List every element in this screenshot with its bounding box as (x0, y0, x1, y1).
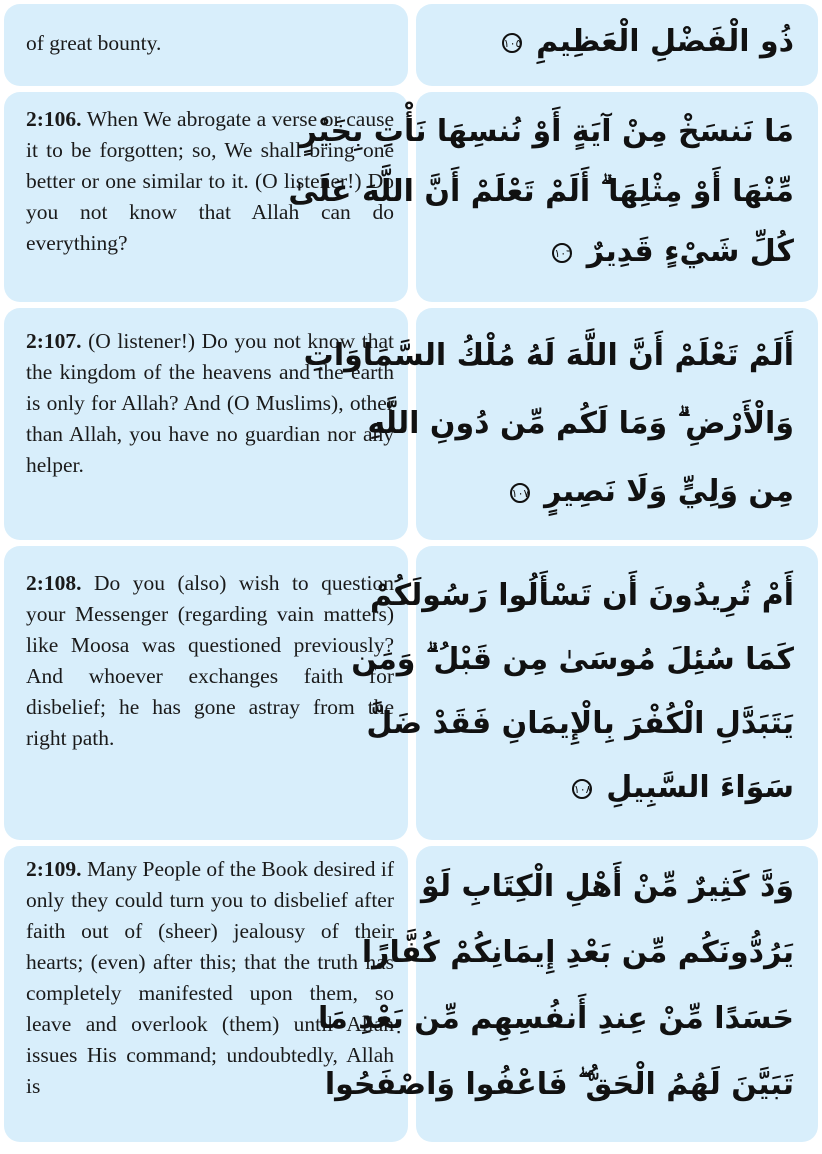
arabic-card-0 (416, 4, 818, 86)
arabic-line: يَتَبَدَّلِ الْكُفْرَ بِالْإِيمَانِ فَقَدْ ضَلَّ (366, 706, 794, 741)
arabic-line: تَبَيَّنَ لَهُمُ الْحَقُّ ۖ فَاعْفُوا وَاصْفَحُوا (324, 1067, 794, 1102)
english-translation: Do you (also) wish to question your Messenger (regarding vain matters) like Moosa was questioned previously? And whoever exchanges faith for disbelief; he has gone astray from the right path. (26, 571, 394, 750)
arabic-line: ذُو الْفَضْلِ الْعَظِيمِ ١٠٥ (503, 24, 794, 59)
english-translation: When We abrogate a verse or cause it to be forgotten; so, We shall bring one better or one similar to it. (O listener!) Do you not know that Allah can do everything? (26, 107, 394, 255)
arabic-card-107 (303, 308, 818, 540)
ayah-number-marker: ١٠٦ (552, 243, 572, 263)
arabic-line: أَمْ تُرِيدُونَ أَن تَسْأَلُوا رَسُولَكُمْ (370, 578, 794, 613)
arabic-line: كَمَا سُئِلَ مُوسَىٰ مِن قَبْلُ ۗ وَمَن (351, 642, 794, 677)
arabic-text (351, 546, 818, 830)
ayah-number-marker: ١٠٥ (502, 33, 522, 53)
arabic-text (317, 846, 818, 1128)
ayah-number-marker: ١٠٨ (572, 779, 592, 799)
arabic-line: مِن وَلِيٍّ وَلَا نَصِيرٍ ١٠٧ (511, 474, 794, 509)
english-translation: of great bounty. (26, 31, 162, 55)
ayah-number-marker: ١٠٧ (510, 483, 530, 503)
english-translation: Many People of the Book desired if only they could turn you to disbelief after faith out of (sheer) jealousy of their hearts; (even) after this; that the truth has completely manifested upon them, so leave and overlook (them) until Allah issues His command; undoubtedly, Allah is (26, 857, 394, 1098)
arabic-card-109 (317, 846, 818, 1142)
arabic-line: أَلَمْ تَعْلَمْ أَنَّ اللَّهَ لَهُ مُلْكُ السَّمَاوَاتِ (303, 338, 794, 373)
arabic-line: سَوَاءَ السَّبِيلِ ١٠٨ (573, 770, 794, 805)
verse-reference: 2:109. (26, 857, 82, 881)
english-card-108 (4, 546, 408, 840)
arabic-line: مِّنْهَا أَوْ مِثْلِهَا ۗ أَلَمْ تَعْلَمْ أَنَّ اللَّهَ عَلَىٰ (288, 174, 794, 209)
english-text (4, 4, 408, 67)
arabic-text (288, 92, 818, 292)
arabic-line: حَسَدًا مِّنْ عِندِ أَنفُسِهِم مِّن بَعْدِ مَا (317, 1001, 794, 1036)
arabic-text (303, 308, 818, 536)
english-text (4, 546, 408, 762)
arabic-card-108 (351, 546, 818, 840)
arabic-line: مَا نَنسَخْ مِنْ آيَةٍ أَوْ نُنسِهَا نَأْتِ بِخَيْرٍ (299, 114, 794, 149)
english-translation: (O listener!) Do you not know that the kingdom of the heavens and the earth is only for Allah? And (O Muslims), other than Allah, you have no guardian nor any helper. (26, 329, 394, 477)
arabic-line: وَالْأَرْضِ ۗ وَمَا لَكُم مِّن دُونِ اللَّهِ (367, 406, 794, 441)
arabic-line: يَرُدُّونَكُم مِّن بَعْدِ إِيمَانِكُمْ كُفَّارًا (361, 935, 794, 970)
verse-reference: 2:106. (26, 107, 82, 131)
arabic-line: وَدَّ كَثِيرٌ مِّنْ أَهْلِ الْكِتَابِ لَوْ (420, 869, 794, 904)
verse-reference: 2:108. (26, 571, 82, 595)
arabic-line: كُلِّ شَيْءٍ قَدِيرٌ ١٠٦ (554, 234, 794, 269)
verse-reference: 2:107. (26, 329, 82, 353)
arabic-text (416, 4, 818, 69)
arabic-card-106 (288, 92, 818, 302)
english-card-0 (4, 4, 408, 86)
